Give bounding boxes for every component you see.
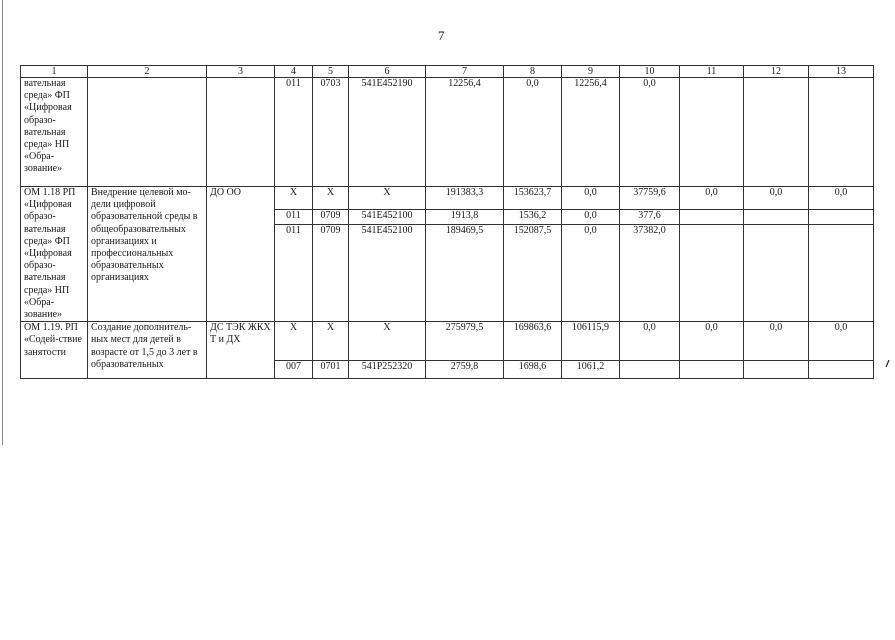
code-cell: 0709 [313,210,349,225]
code-cell: Х [313,322,349,361]
value-cell [744,210,809,225]
value-cell: 0,0 [504,78,562,187]
code-cell: Х [275,322,313,361]
code-cell: 0701 [313,361,349,379]
value-cell: 12256,4 [426,78,504,187]
measure-name-cell: ОМ 1.19. РП «Содей-ствие занятости [21,322,88,379]
value-cell: 152087,5 [504,224,562,322]
value-cell [809,78,874,187]
code-cell: 011 [275,78,313,187]
column-header: 13 [809,66,874,78]
value-cell: 377,6 [620,210,680,225]
value-cell: 2759,8 [426,361,504,379]
value-cell [680,78,744,187]
column-header: 5 [313,66,349,78]
value-cell: 191383,3 [426,187,504,210]
value-cell [744,224,809,322]
code-cell: Х [349,322,426,361]
code-cell: 0703 [313,78,349,187]
column-header: 3 [207,66,275,78]
value-cell: 12256,4 [562,78,620,187]
column-header: 7 [426,66,504,78]
value-cell: 1061,2 [562,361,620,379]
value-cell: 37759,6 [620,187,680,210]
value-cell: 37382,0 [620,224,680,322]
value-cell [809,361,874,379]
column-header: 9 [562,66,620,78]
value-cell: 0,0 [809,322,874,361]
scan-edge [2,0,3,445]
code-cell: 0709 [313,224,349,322]
table-row [21,322,874,361]
table-row [21,187,874,210]
value-cell: 275979,5 [426,322,504,361]
value-cell [680,361,744,379]
code-cell: 541E452100 [349,210,426,225]
value-cell: 0,0 [562,224,620,322]
column-header: 8 [504,66,562,78]
description-cell: Создание дополнитель-ных мест для детей в возрасте от 1,5 до 3 лет в образовательных [88,322,207,379]
code-cell: 541E452190 [349,78,426,187]
column-header: 6 [349,66,426,78]
code-cell: 007 [275,361,313,379]
code-cell: 011 [275,224,313,322]
value-cell: 1698,6 [504,361,562,379]
column-header: 4 [275,66,313,78]
description-cell [88,78,207,187]
value-cell: 0,0 [620,78,680,187]
column-header: 10 [620,66,680,78]
code-cell: 011 [275,210,313,225]
executor-cell: ДС ТЭК ЖКХ Т и ДХ [207,322,275,379]
code-cell: 541P252320 [349,361,426,379]
value-cell: 153623,7 [504,187,562,210]
value-cell [680,210,744,225]
code-cell: 541E452100 [349,224,426,322]
value-cell: 0,0 [562,210,620,225]
budget-table [20,65,874,379]
value-cell: 1913,8 [426,210,504,225]
code-cell: Х [349,187,426,210]
executor-cell [207,78,275,187]
table-row [21,78,874,187]
value-cell [809,224,874,322]
header-row [21,66,874,78]
executor-cell: ДО ОО [207,187,275,322]
value-cell [680,224,744,322]
measure-name-cell: вательная среда» ФП «Цифровая образо-вательная среда» НП «Обра-зование» [21,78,88,187]
value-cell: 106115,9 [562,322,620,361]
value-cell: 1536,2 [504,210,562,225]
column-header: 1 [21,66,88,78]
value-cell: 0,0 [680,322,744,361]
code-cell: Х [313,187,349,210]
value-cell [744,361,809,379]
column-header: 12 [744,66,809,78]
scan-mark [885,360,890,368]
column-header: 11 [680,66,744,78]
description-cell: Внедрение целевой мо-дели цифровой образовательной среды в общеобразовательных организациях и профессиональных образовательных организациях [88,187,207,322]
value-cell [620,361,680,379]
value-cell: 0,0 [744,322,809,361]
value-cell [809,210,874,225]
column-header: 2 [88,66,207,78]
value-cell: 169863,6 [504,322,562,361]
value-cell: 0,0 [680,187,744,210]
value-cell: 189469,5 [426,224,504,322]
value-cell: 0,0 [620,322,680,361]
measure-name-cell: ОМ 1.18 РП «Цифровая образо-вательная среда» ФП «Цифровая образо-вательная среда» НП «Обра-зование» [21,187,88,322]
value-cell: 0,0 [744,187,809,210]
page-number: 7 [438,28,445,43]
value-cell: 0,0 [562,187,620,210]
value-cell: 0,0 [809,187,874,210]
value-cell [744,78,809,187]
code-cell: Х [275,187,313,210]
